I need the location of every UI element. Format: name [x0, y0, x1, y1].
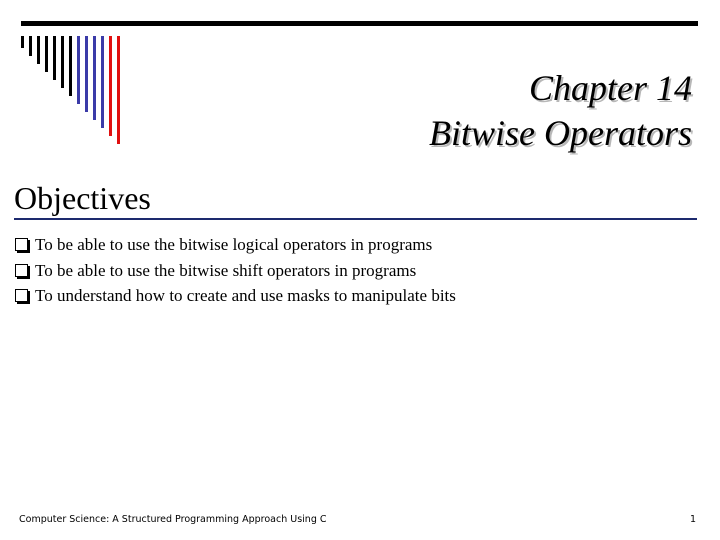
title-line-2: Bitwise Operators: [428, 113, 692, 153]
section-heading: Objectives: [14, 180, 151, 216]
list-item: [15, 283, 456, 309]
stripe: [61, 36, 64, 88]
footer-course-title: Computer Science: A Structured Programming Approach Using C: [19, 514, 327, 525]
decorative-stripes: [21, 36, 121, 146]
stripe: [29, 36, 32, 56]
heading-underline: [14, 218, 697, 220]
checkbox-bullet-icon: [15, 238, 28, 251]
list-item: [15, 258, 456, 284]
slide-title: [429, 66, 692, 156]
stripe: [69, 36, 72, 96]
list-item-text: To be able to use the bitwise logical operators in programs: [35, 235, 433, 254]
stripe: [45, 36, 48, 72]
stripe: [37, 36, 40, 64]
list-item-text: To be able to use the bitwise shift operators in programs: [35, 260, 417, 280]
stripe: [117, 36, 120, 144]
objectives-list: [15, 232, 456, 309]
page-number: 1: [689, 514, 696, 525]
stripe: [101, 36, 104, 128]
stripe: [77, 36, 80, 104]
checkbox-bullet-icon: [15, 264, 28, 277]
stripe: [21, 36, 24, 48]
stripe: [93, 36, 96, 120]
checkbox-bullet-icon: [15, 289, 28, 302]
stripe: [85, 36, 88, 112]
list-item: [15, 232, 456, 258]
stripe: [109, 36, 112, 136]
list-item-text: To understand how to create and use masks to manipulate bits: [35, 286, 456, 305]
stripe: [53, 36, 56, 80]
top-rule: [21, 21, 698, 26]
title-line-1: Chapter 14: [528, 68, 692, 108]
